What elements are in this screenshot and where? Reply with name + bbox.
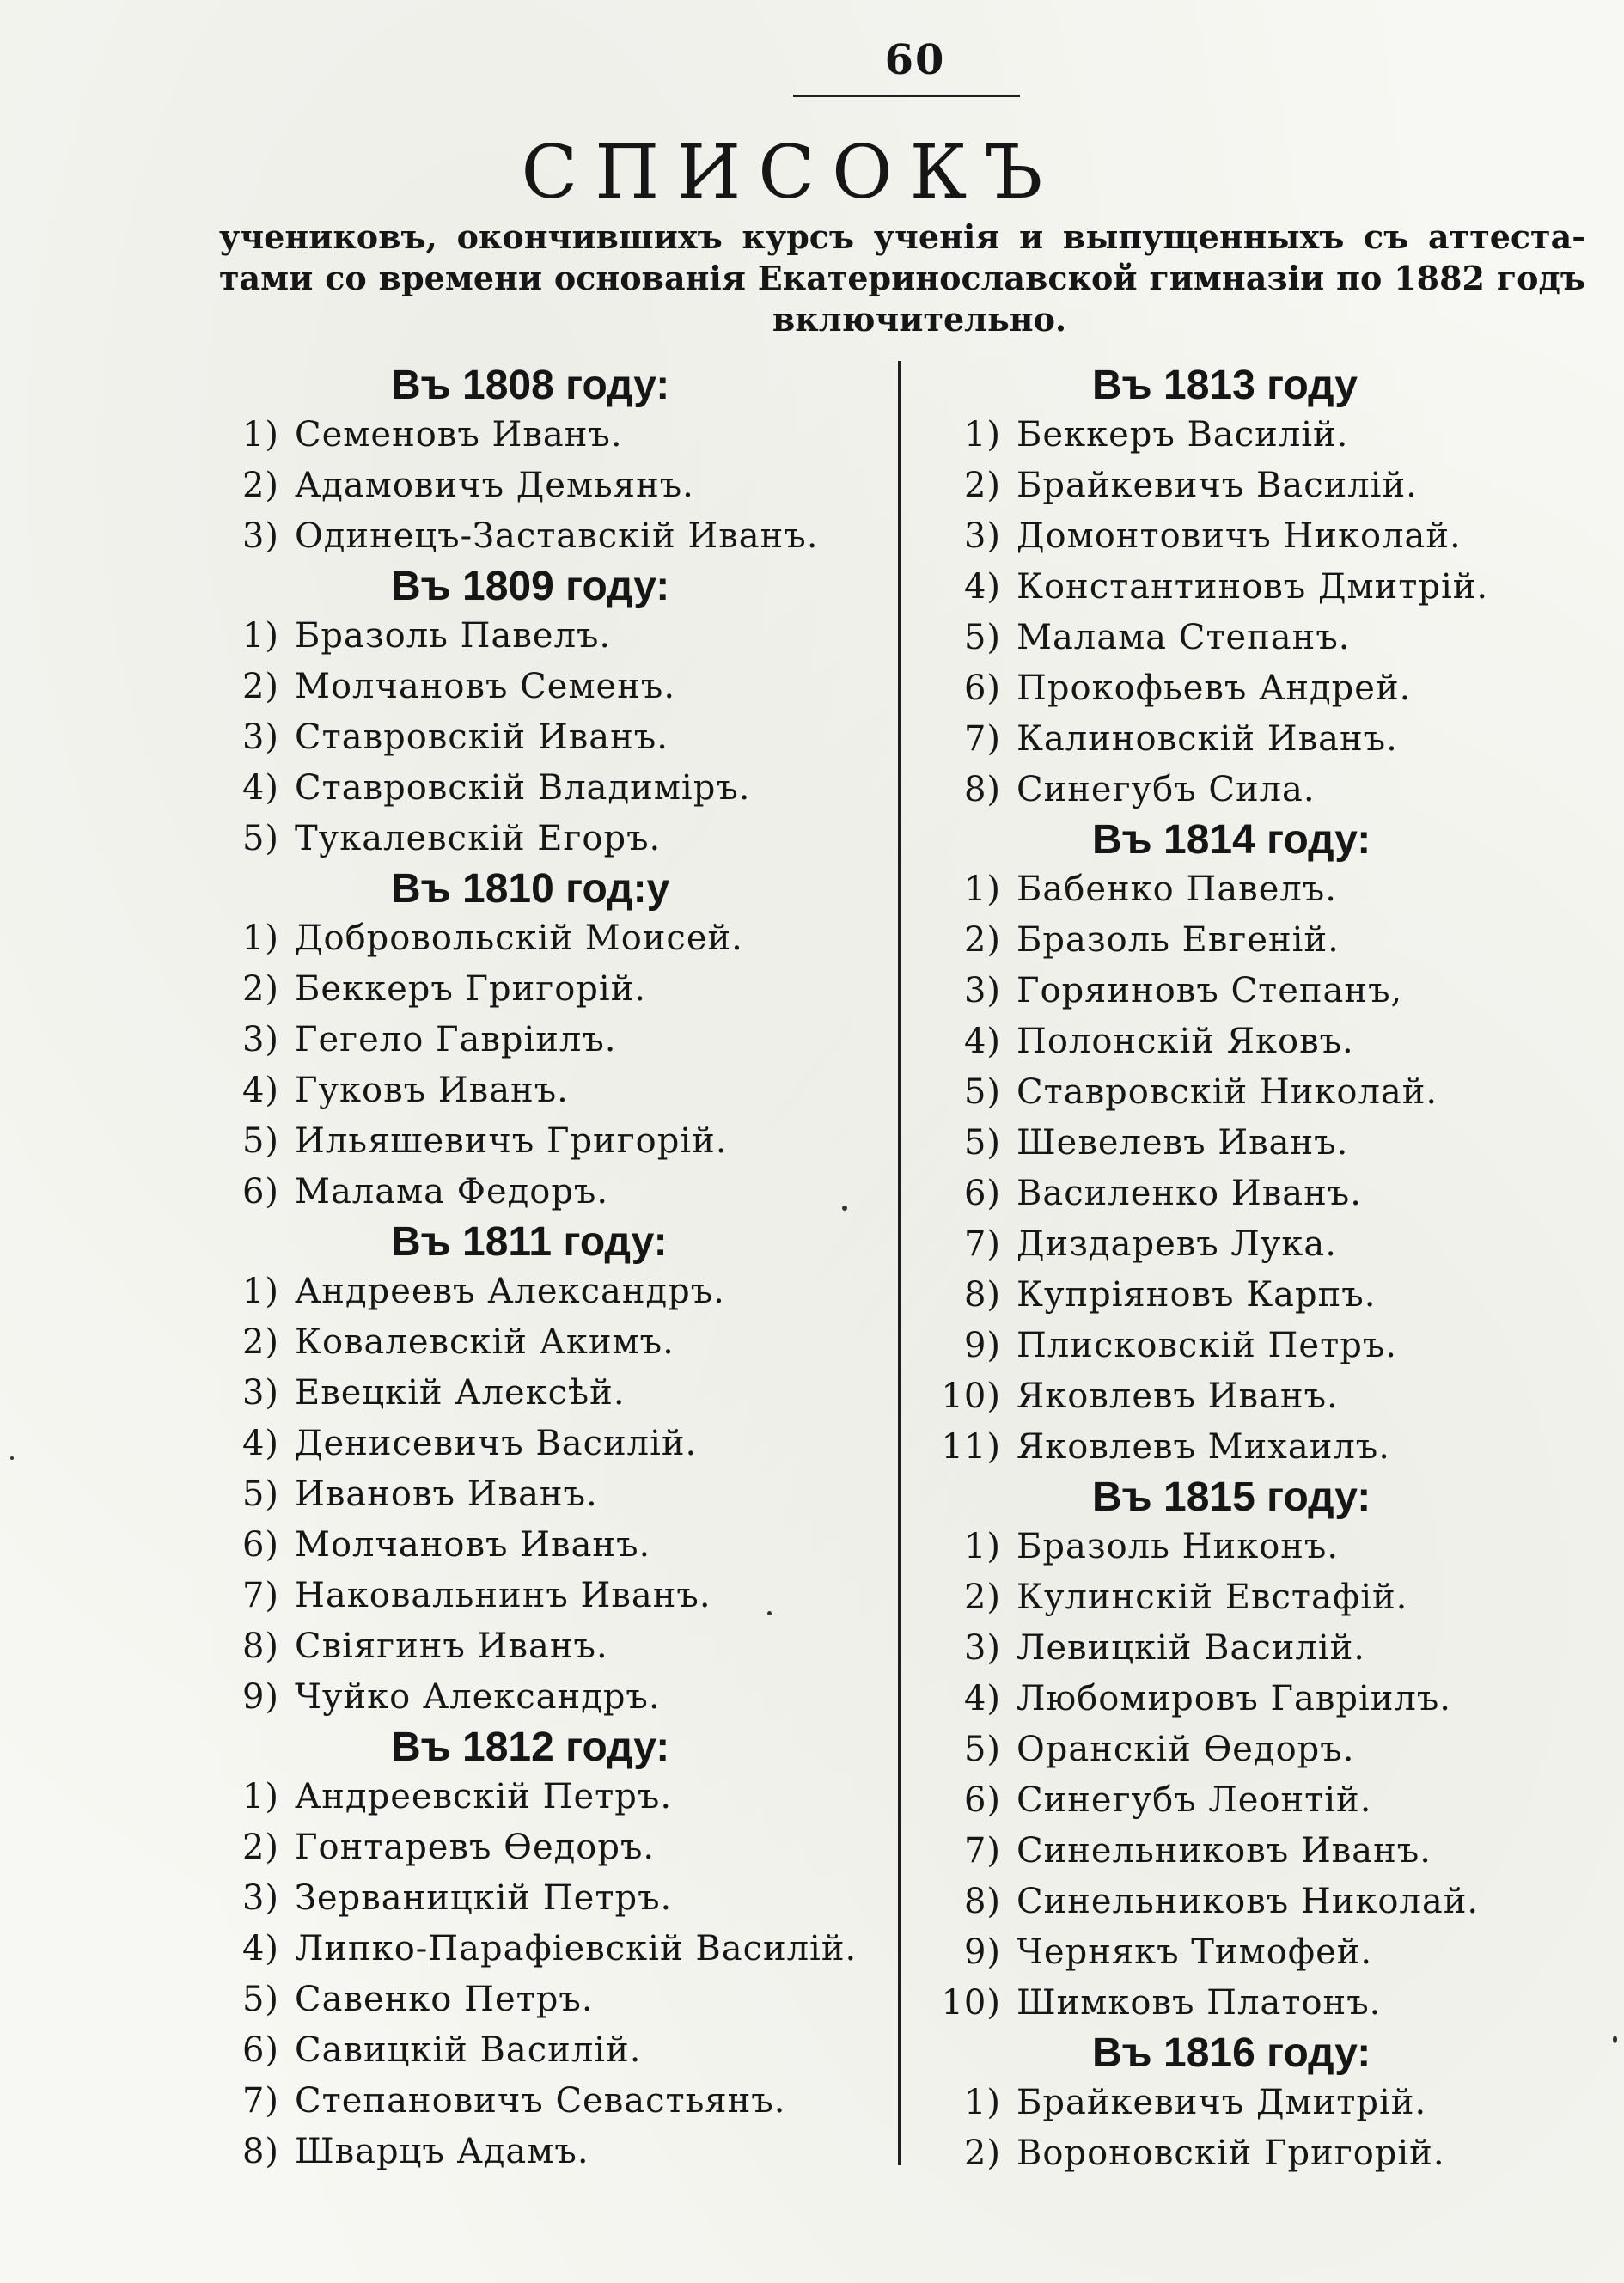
entry-number: 3) (241, 516, 279, 556)
right-column (932, 361, 1603, 2179)
student-name: Синегубъ Сила. (1017, 770, 1316, 809)
page-subtitle (219, 217, 1585, 340)
entry-number: 8) (963, 1275, 1001, 1315)
student-name: Яковлевъ Михаилъ. (1017, 1427, 1390, 1467)
entry-number: 2) (963, 466, 1001, 505)
student-entry (932, 1118, 1603, 1169)
student-entry (932, 1169, 1603, 1219)
student-name: Плисковскій Петръ. (1017, 1326, 1397, 1365)
student-name: Зерваницкій Петръ. (295, 1878, 673, 1918)
entry-number: 7) (963, 719, 1001, 759)
entry-number: 5) (963, 1072, 1001, 1112)
entry-number: 2) (241, 1828, 279, 1867)
entry-number: 5) (241, 819, 279, 858)
student-entry (932, 461, 1603, 511)
student-name: Ставровскій Владиміръ. (295, 768, 751, 808)
student-entry (211, 1267, 881, 1317)
entry-number: 3) (963, 1628, 1001, 1668)
entry-number: 8) (963, 1882, 1001, 1921)
subtitle-line: включительно. (772, 300, 1067, 339)
student-entry (932, 765, 1603, 815)
year-heading: Въ 1812 году: (391, 1724, 670, 1770)
student-entry (211, 1469, 881, 1520)
entry-number: 8) (241, 2132, 279, 2171)
student-entry (932, 663, 1603, 714)
entry-number: 7) (241, 1576, 279, 1615)
student-entry (211, 1419, 881, 1469)
student-entry (932, 562, 1603, 613)
entry-number: 6) (963, 1780, 1001, 1820)
student-entry (932, 1877, 1603, 1927)
subtitle-line: тами со времени основанія Екатеринославской гимназіи по 1882 годъ (219, 259, 1585, 297)
column-divider (898, 361, 901, 2165)
student-name: Кулинскій Евстафій. (1017, 1578, 1408, 1617)
student-entry (211, 1015, 881, 1065)
entry-number: 7) (963, 1224, 1001, 1264)
entry-number: 3) (963, 971, 1001, 1010)
student-name: Малама Степанъ. (1017, 618, 1351, 657)
student-entry (932, 1016, 1603, 1067)
entry-number: 5) (963, 618, 1001, 657)
student-entry (211, 1317, 881, 1368)
year-heading: Въ 1813 году (1092, 363, 1358, 408)
student-name: Ильяшевичъ Григорій. (295, 1121, 728, 1161)
entry-number: 6) (241, 2030, 279, 2070)
student-entry (932, 1927, 1603, 1978)
entry-number: 5) (241, 1980, 279, 2019)
student-name: Одинецъ-Заставскій Иванъ. (295, 516, 819, 556)
year-heading: Въ 1808 году: (391, 363, 670, 408)
student-name: Левицкій Василій. (1017, 1628, 1366, 1668)
student-name: Любомировъ Гавріилъ. (1017, 1679, 1451, 1718)
student-entry (211, 461, 881, 511)
student-entry (211, 1571, 881, 1621)
student-name: Савицкій Василій. (295, 2030, 642, 2070)
year-heading: Въ 1815 году: (1092, 1474, 1371, 1520)
student-name: Тукалевскій Егоръ. (295, 819, 662, 858)
entry-number: 1) (963, 2083, 1001, 2122)
year-heading: Въ 1814 году: (1092, 817, 1371, 863)
student-name: Беккеръ Василій. (1017, 415, 1349, 455)
student-entry (211, 763, 881, 814)
year-heading: Въ 1816 году: (1092, 2030, 1371, 2076)
entry-number: 1) (963, 1527, 1001, 1566)
entry-number: 6) (963, 1174, 1001, 1213)
entry-number: 1) (241, 1777, 279, 1816)
student-name: Шевелевъ Иванъ. (1017, 1123, 1349, 1163)
student-name: Синегубъ Леонтій. (1017, 1780, 1372, 1820)
entry-number: 2) (241, 1322, 279, 1362)
entry-number: 5) (241, 1474, 279, 1514)
entry-number: 11) (941, 1427, 1001, 1467)
student-entry (211, 913, 881, 964)
page-number-rule (793, 95, 1020, 97)
student-name: Добровольскій Моисей. (295, 919, 743, 958)
student-name: Адамовичъ Демьянъ. (295, 466, 694, 505)
student-name: Константиновъ Дмитрій. (1017, 567, 1489, 607)
page-number: 60 (884, 36, 946, 84)
entry-number: 4) (963, 1022, 1001, 1061)
student-entry (211, 1621, 881, 1672)
student-entry (932, 2078, 1603, 2128)
student-name: Ставровскій Николай. (1017, 1072, 1438, 1112)
student-entry (211, 1167, 881, 1218)
student-name: Шварцъ Адамъ. (295, 2132, 589, 2171)
student-entry (932, 1270, 1603, 1321)
entry-number: 1) (241, 1272, 279, 1311)
entry-number: 2) (241, 969, 279, 1009)
student-entry (932, 1371, 1603, 1422)
student-name: Молчановъ Иванъ. (295, 1525, 651, 1565)
year-heading: Въ 1810 год:у (391, 866, 670, 912)
student-entry (932, 1219, 1603, 1270)
student-name: Семеновъ Иванъ. (295, 415, 623, 455)
student-name: Полонскій Яковъ. (1017, 1022, 1354, 1061)
student-entry (932, 714, 1603, 765)
student-entry (211, 712, 881, 763)
student-entry (932, 1321, 1603, 1371)
entry-number: 5) (241, 1121, 279, 1161)
left-column (211, 361, 881, 2177)
student-name: Ставровскій Иванъ. (295, 717, 669, 757)
student-name: Липко-Парафіевскій Василій. (295, 1929, 858, 1969)
student-name: Купріяновъ Карпъ. (1017, 1275, 1377, 1315)
student-name: Горяиновъ Степанъ, (1017, 971, 1403, 1010)
student-name: Денисевичъ Василій. (295, 1424, 698, 1463)
subtitle-line: учениковъ, окончившихъ курсъ ученія и выпущенныхъ съ аттеста- (219, 217, 1585, 256)
entry-number: 9) (963, 1326, 1001, 1365)
student-entry (932, 2128, 1603, 2179)
student-entry (932, 613, 1603, 663)
student-name: Чуйко Александръ. (295, 1677, 661, 1717)
student-name: Молчановъ Семенъ. (295, 667, 676, 706)
student-entry (211, 814, 881, 864)
student-name: Оранскій Өедоръ. (1017, 1730, 1355, 1769)
student-name: Беккеръ Григорій. (295, 969, 647, 1009)
student-entry (932, 966, 1603, 1016)
student-name: Наковальнинъ Иванъ. (295, 1576, 711, 1615)
student-entry (932, 1572, 1603, 1623)
entry-number: 2) (241, 466, 279, 505)
entry-number: 10) (941, 1983, 1001, 2023)
entry-number: 4) (963, 567, 1001, 607)
student-name: Гонтаревъ Өедоръ. (295, 1828, 656, 1867)
student-entry (211, 2076, 881, 2127)
student-entry (932, 511, 1603, 562)
student-entry (932, 410, 1603, 461)
student-name: Малама Федоръ. (295, 1172, 609, 1212)
entry-number: 8) (963, 770, 1001, 809)
entry-number: 8) (241, 1627, 279, 1666)
entry-number: 6) (241, 1525, 279, 1565)
year-heading: Въ 1811 году: (391, 1219, 668, 1265)
student-name: Степановичъ Севастьянъ. (295, 2081, 786, 2121)
student-entry (211, 1772, 881, 1822)
student-entry (932, 1978, 1603, 2029)
entry-number: 1) (963, 415, 1001, 455)
student-name: Шимковъ Платонъ. (1017, 1983, 1382, 2023)
student-entry (211, 964, 881, 1015)
entry-number: 2) (963, 2133, 1001, 2173)
student-entry (211, 662, 881, 712)
student-name: Вороновскій Григорій. (1017, 2133, 1445, 2173)
student-name: Василенко Иванъ. (1017, 1174, 1362, 1213)
student-name: Гуковъ Иванъ. (295, 1071, 569, 1110)
print-speck (842, 1206, 847, 1211)
student-entry (211, 611, 881, 662)
entry-number: 2) (241, 667, 279, 706)
student-entry (211, 1822, 881, 1873)
entry-number: 4) (241, 1424, 279, 1463)
student-entry (932, 864, 1603, 915)
student-name: Синельниковъ Николай. (1017, 1882, 1480, 1921)
year-heading: Въ 1809 году: (391, 564, 670, 609)
entry-number: 9) (241, 1677, 279, 1717)
student-name: Чернякъ Тимофей. (1017, 1932, 1373, 1972)
student-entry (211, 1065, 881, 1116)
student-entry (211, 1368, 881, 1419)
entry-number: 5) (963, 1730, 1001, 1769)
student-name: Евецкій Алексѣй. (295, 1373, 626, 1413)
student-name: Гегело Гавріилъ. (295, 1020, 617, 1059)
entry-number: 2) (963, 920, 1001, 960)
student-name: Прокофьевъ Андрей. (1017, 668, 1412, 708)
student-entry (932, 1826, 1603, 1877)
print-speck (10, 1456, 14, 1460)
student-name: Домонтовичъ Николай. (1017, 516, 1462, 556)
entry-number: 4) (241, 768, 279, 808)
student-entry (211, 1975, 881, 2025)
student-name: Бразоль Никонъ. (1017, 1527, 1340, 1566)
student-name: Брайкевичъ Василій. (1017, 466, 1418, 505)
student-entry (211, 511, 881, 562)
print-speck (1613, 2036, 1617, 2043)
student-entry (211, 1520, 881, 1571)
entry-number: 7) (963, 1831, 1001, 1871)
print-speck (767, 1611, 772, 1615)
student-entry (211, 1672, 881, 1723)
student-name: Бразоль Евгеній. (1017, 920, 1340, 960)
student-entry (932, 1674, 1603, 1724)
entry-number: 4) (241, 1929, 279, 1969)
student-entry (932, 1623, 1603, 1674)
student-name: Ивановъ Иванъ. (295, 1474, 598, 1514)
student-entry (211, 410, 881, 461)
entry-number: 10) (941, 1377, 1001, 1416)
student-name: Ковалевскій Акимъ. (295, 1322, 675, 1362)
student-entry (211, 1924, 881, 1975)
entry-number: 1) (963, 870, 1001, 909)
student-entry (932, 1522, 1603, 1572)
entry-number: 5) (963, 1123, 1001, 1163)
entry-number: 4) (241, 1071, 279, 1110)
entry-number: 3) (963, 516, 1001, 556)
student-name: Диздаревъ Лука. (1017, 1224, 1337, 1264)
student-name: Андреевъ Александръ. (295, 1272, 725, 1311)
student-entry (932, 1422, 1603, 1473)
student-name: Синельниковъ Иванъ. (1017, 1831, 1432, 1871)
entry-number: 6) (963, 668, 1001, 708)
entry-number: 3) (241, 1878, 279, 1918)
entry-number: 1) (241, 616, 279, 656)
student-entry (211, 1873, 881, 1924)
student-entry (932, 1775, 1603, 1826)
student-name: Свіягинъ Иванъ. (295, 1627, 608, 1666)
entry-number: 4) (963, 1679, 1001, 1718)
page-title: СПИСОКЪ (521, 130, 1060, 216)
student-entry (932, 915, 1603, 966)
student-entry (211, 2127, 881, 2177)
entry-number: 2) (963, 1578, 1001, 1617)
student-entry (211, 2025, 881, 2076)
entry-number: 6) (241, 1172, 279, 1212)
entry-number: 1) (241, 415, 279, 455)
entry-number: 3) (241, 1020, 279, 1059)
student-entry (932, 1724, 1603, 1775)
entry-number: 1) (241, 919, 279, 958)
student-name: Андреевскій Петръ. (295, 1777, 673, 1816)
entry-number: 3) (241, 717, 279, 757)
student-name: Брайкевичъ Дмитрій. (1017, 2083, 1427, 2122)
student-name: Калиновскій Иванъ. (1017, 719, 1398, 759)
student-name: Бразоль Павелъ. (295, 616, 612, 656)
student-name: Бабенко Павелъ. (1017, 870, 1337, 909)
entry-number: 9) (963, 1932, 1001, 1972)
student-name: Яковлевъ Иванъ. (1017, 1377, 1339, 1416)
entry-number: 7) (241, 2081, 279, 2121)
student-name: Савенко Петръ. (295, 1980, 594, 2019)
entry-number: 3) (241, 1373, 279, 1413)
student-entry (211, 1116, 881, 1167)
student-entry (932, 1067, 1603, 1118)
